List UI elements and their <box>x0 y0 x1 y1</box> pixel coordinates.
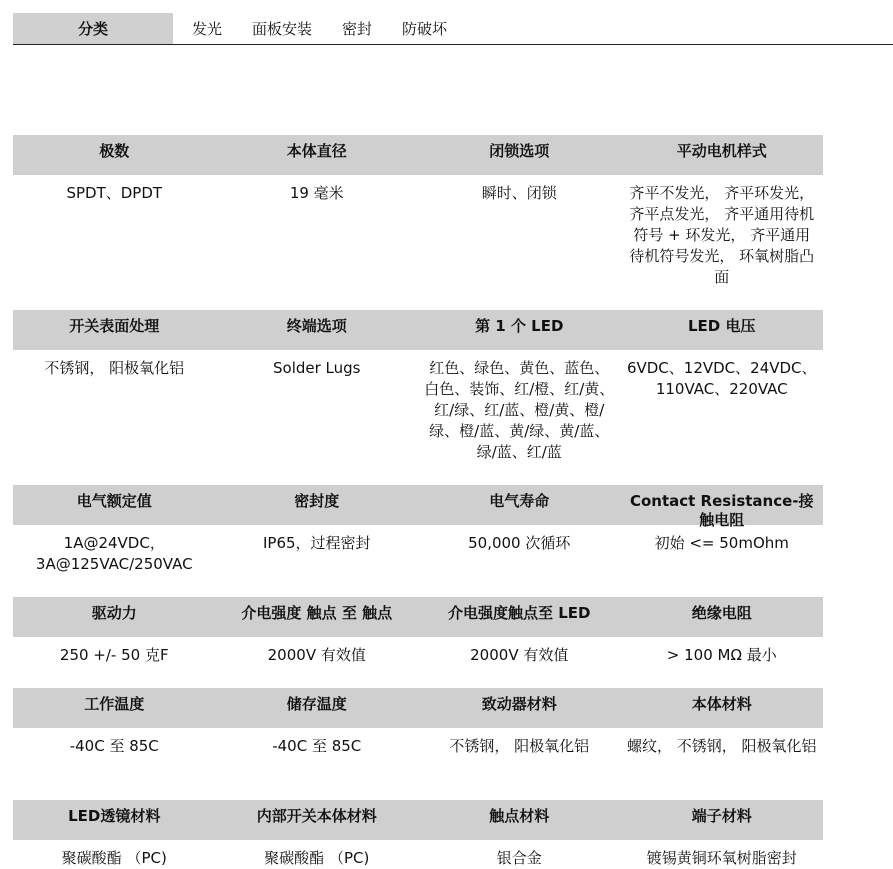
spec-header-insulation-resistance: 绝缘电阻 <box>691 604 752 622</box>
spec-value-actuator-material: 不锈钢， 阳极氧化铝 <box>449 737 590 755</box>
spec-section-2 <box>13 310 823 463</box>
spec-value-row <box>13 350 823 463</box>
category-bar <box>13 13 893 45</box>
spec-value-electrical-rating: 1A@24VDC， 3A@125VAC/250VAC <box>35 534 193 573</box>
category-tag-panel-mount[interactable]: 面板安装 <box>252 20 313 38</box>
spec-header-body-material: 本体材料 <box>691 695 752 713</box>
spec-value-contact-resistance: 初始 <= 50mOhm <box>654 534 789 552</box>
spec-value-insulation-resistance: > 100 MΩ 最小 <box>666 646 777 664</box>
spec-value-storage-temp: -40C 至 85C <box>272 737 362 755</box>
spec-header-poles: 极数 <box>99 142 130 160</box>
spec-value-terminal-options: Solder Lugs <box>273 359 361 377</box>
spec-value-latching: 瞬时、闭锁 <box>481 184 557 202</box>
spec-value-row <box>13 637 823 666</box>
spec-header-storage-temp: 储存温度 <box>286 695 347 713</box>
spec-header-electrical-life: 电气寿命 <box>489 492 550 510</box>
spec-value-terminal-material: 镀锡黄铜环氧树脂密封 <box>646 849 797 867</box>
spec-value-row <box>13 525 823 575</box>
spec-value-row <box>13 728 823 757</box>
spec-header-dielectric-contact-contact: 介电强度 触点 至 触点 <box>241 604 393 622</box>
category-tag-illuminated[interactable]: 发光 <box>192 20 223 38</box>
spec-value-actuation-force: 250 +/- 50 克F <box>59 646 169 664</box>
spec-section-5 <box>13 688 823 757</box>
spec-value-led-voltage: 6VDC、12VDC、24VDC、110VAC、220VAC <box>626 359 817 398</box>
spec-value-contact-material: 银合金 <box>496 849 542 867</box>
category-label: 分类 <box>13 13 173 44</box>
spec-header-terminal-material: 端子材料 <box>691 807 752 825</box>
spec-header-switch-body-material: 内部开关本体材料 <box>256 807 377 825</box>
category-tag-vandal-proof[interactable]: 防破坏 <box>402 20 448 38</box>
spec-header-row <box>13 688 823 728</box>
spec-section-1 <box>13 135 823 288</box>
spec-section-3 <box>13 485 823 575</box>
spec-header-row <box>13 485 823 529</box>
spec-value-row <box>13 840 823 869</box>
spec-header-operating-temp: 工作温度 <box>84 695 145 713</box>
spec-header-electrical-rating: 电气额定值 <box>76 492 152 510</box>
spec-header-contact-resistance: Contact Resistance-接触电阻 <box>629 492 814 529</box>
spec-section-6 <box>13 800 823 869</box>
spec-header-row <box>13 597 823 637</box>
spec-header-sealing: 密封度 <box>294 492 340 510</box>
spec-value-body-material: 螺纹， 不锈钢， 阳极氧化铝 <box>626 737 817 755</box>
spec-value-dielectric-contact-contact: 2000V 有效值 <box>267 646 366 664</box>
spec-header-led-lens-material: LED透镜材料 <box>68 807 161 825</box>
spec-header-actuator-material: 致动器材料 <box>481 695 557 713</box>
spec-header-row <box>13 800 823 840</box>
spec-header-actuator-style: 平动电机样式 <box>676 142 767 160</box>
spec-header-surface-finish: 开关表面处理 <box>69 317 160 335</box>
spec-header-actuation-force: 驱动力 <box>91 604 137 622</box>
spec-value-operating-temp: -40C 至 85C <box>69 737 159 755</box>
spec-section-4 <box>13 597 823 666</box>
spec-value-led-1: 红色、绿色、黄色、蓝色、白色、装饰、红/橙、红/黄、红/绿、红/蓝、橙/黄、橙/绿、橙/蓝、黄/绿、黄/蓝、绿/蓝、红/蓝 <box>424 359 615 461</box>
spec-header-contact-material: 触点材料 <box>489 807 550 825</box>
spec-value-row <box>13 175 823 288</box>
spec-value-switch-body-material: 聚碳酸酯 （PC) <box>264 849 370 867</box>
spec-value-body-diameter: 19 毫米 <box>289 184 344 202</box>
spec-value-surface-finish: 不锈钢， 阳极氧化铝 <box>44 359 185 377</box>
spec-value-dielectric-contact-led: 2000V 有效值 <box>470 646 569 664</box>
spec-header-body-diameter: 本体直径 <box>286 142 347 160</box>
spec-value-electrical-life: 50,000 次循环 <box>468 534 571 552</box>
spec-header-row <box>13 135 823 175</box>
spec-value-sealing: IP65，过程密封 <box>262 534 371 552</box>
spec-header-latching: 闭锁选项 <box>489 142 550 160</box>
category-tag-sealed[interactable]: 密封 <box>342 20 373 38</box>
spec-header-dielectric-contact-led: 介电强度触点至 LED <box>448 604 591 622</box>
spec-header-row <box>13 310 823 350</box>
spec-value-poles: SPDT、DPDT <box>66 184 163 202</box>
spec-header-led-1: 第 1 个 LED <box>475 317 564 335</box>
spec-header-led-voltage: LED 电压 <box>688 317 756 335</box>
spec-header-terminal-options: 终端选项 <box>286 317 347 335</box>
spec-value-led-lens-material: 聚碳酸酯 （PC) <box>61 849 167 867</box>
spec-value-actuator-style: 齐平不发光， 齐平环发光， 齐平点发光， 齐平通用待机符号 + 环发光， 齐平通用待机符号发光， 环氧树脂凸面 <box>629 184 815 286</box>
category-tags <box>192 13 477 44</box>
